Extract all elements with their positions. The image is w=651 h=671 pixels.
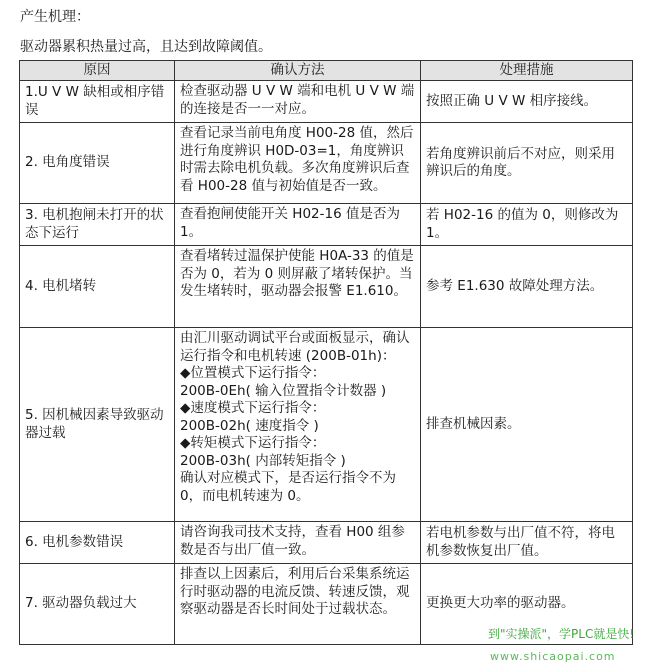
table-row (20, 123, 633, 204)
cell-cause: 7. 驱动器负载过大 (20, 564, 175, 645)
cell-cause: 4. 电机堵转 (20, 246, 175, 328)
cell-action: 按照正确 U V W 相序接线。 (421, 81, 633, 123)
cell-confirm: 查看记录当前电角度 H00-28 值，然后进行角度辨识 H0D-03=1，角度辨识时需去除电机负载。多次角度辨识后查看 H00-28 值与初始值是否一致。 (175, 123, 421, 204)
cell-confirm: 查看堵转过温保护使能 H0A-33 的值是否为 0，若为 0 则屏蔽了堵转保护。当发生堵转时，驱动器会报警 E1.610。 (175, 246, 421, 328)
watermark-slogan: 到"实操派"，学PLC就是快! (488, 627, 635, 641)
cell-confirm: 请咨询我司技术支持，查看 H00 组参数是否与出厂值一致。 (175, 522, 421, 564)
cell-cause: 1.U V W 缺相或相序错误 (20, 81, 175, 123)
cell-action: 若 H02-16 的值为 0，则修改为 1。 (421, 204, 633, 246)
table-row (20, 204, 633, 246)
section-subtitle: 驱动器累积热量过高，且达到故障阈值。 (20, 39, 272, 55)
cell-action: 若电机参数与出厂值不符，将电机参数恢复出厂值。 (421, 522, 633, 564)
table-row (20, 81, 633, 123)
confirm-line: ◆速度模式下运行指令： (180, 400, 326, 416)
cell-confirm: 检查驱动器 U V W 端和电机 U V W 端的连接是否一一对应。 (175, 81, 421, 123)
header-cause: 原因 (20, 61, 175, 81)
confirm-line: 200B-03h( 内部转矩指令 ) (180, 452, 346, 469)
table-row (20, 522, 633, 564)
confirm-line: 200B-02h( 速度指令 ) (180, 417, 319, 434)
cell-confirm (175, 328, 421, 522)
cell-cause: 5. 因机械因素导致驱动器过载 (20, 328, 175, 522)
confirm-line: ◆位置模式下运行指令： (180, 365, 326, 381)
cell-action: 更换更大功率的驱动器。 (421, 564, 633, 645)
cell-action: 排查机械因素。 (421, 328, 633, 522)
header-action: 处理措施 (421, 61, 633, 81)
cell-action: 参考 E1.630 故障处理方法。 (421, 246, 633, 328)
confirm-line: 确认对应模式下，是否运行指令不为 0，而电机转速为 0。 (180, 470, 396, 504)
confirm-line: 200B-0Eh( 输入位置指令计数器 ) (180, 382, 387, 399)
cell-cause: 6. 电机参数错误 (20, 522, 175, 564)
cell-cause: 3. 电机抱闸未打开的状态下运行 (20, 204, 175, 246)
fault-table (19, 60, 633, 645)
cell-confirm: 查看抱闸使能开关 H02-16 值是否为 1。 (175, 204, 421, 246)
table-row (20, 328, 633, 522)
table-row (20, 246, 633, 328)
cell-confirm: 排查以上因素后，利用后台采集系统运行时驱动器的电流反馈、转速反馈，观察驱动器是否长时间处于过载状态。 (175, 564, 421, 645)
cell-action: 若角度辨识前后不对应，则采用辨识后的角度。 (421, 123, 633, 204)
section-title: 产生机理： (20, 9, 90, 25)
cell-cause: 2. 电角度错误 (20, 123, 175, 204)
table-header-row (20, 61, 633, 81)
confirm-line: 由汇川驱动调试平台或面板显示，确认运行指令和电机转速 (200B-01h)： (180, 330, 410, 364)
watermark-url: www.shicaopai.com (490, 650, 616, 663)
confirm-line: ◆转矩模式下运行指令： (180, 435, 326, 451)
header-confirm: 确认方法 (175, 61, 421, 81)
